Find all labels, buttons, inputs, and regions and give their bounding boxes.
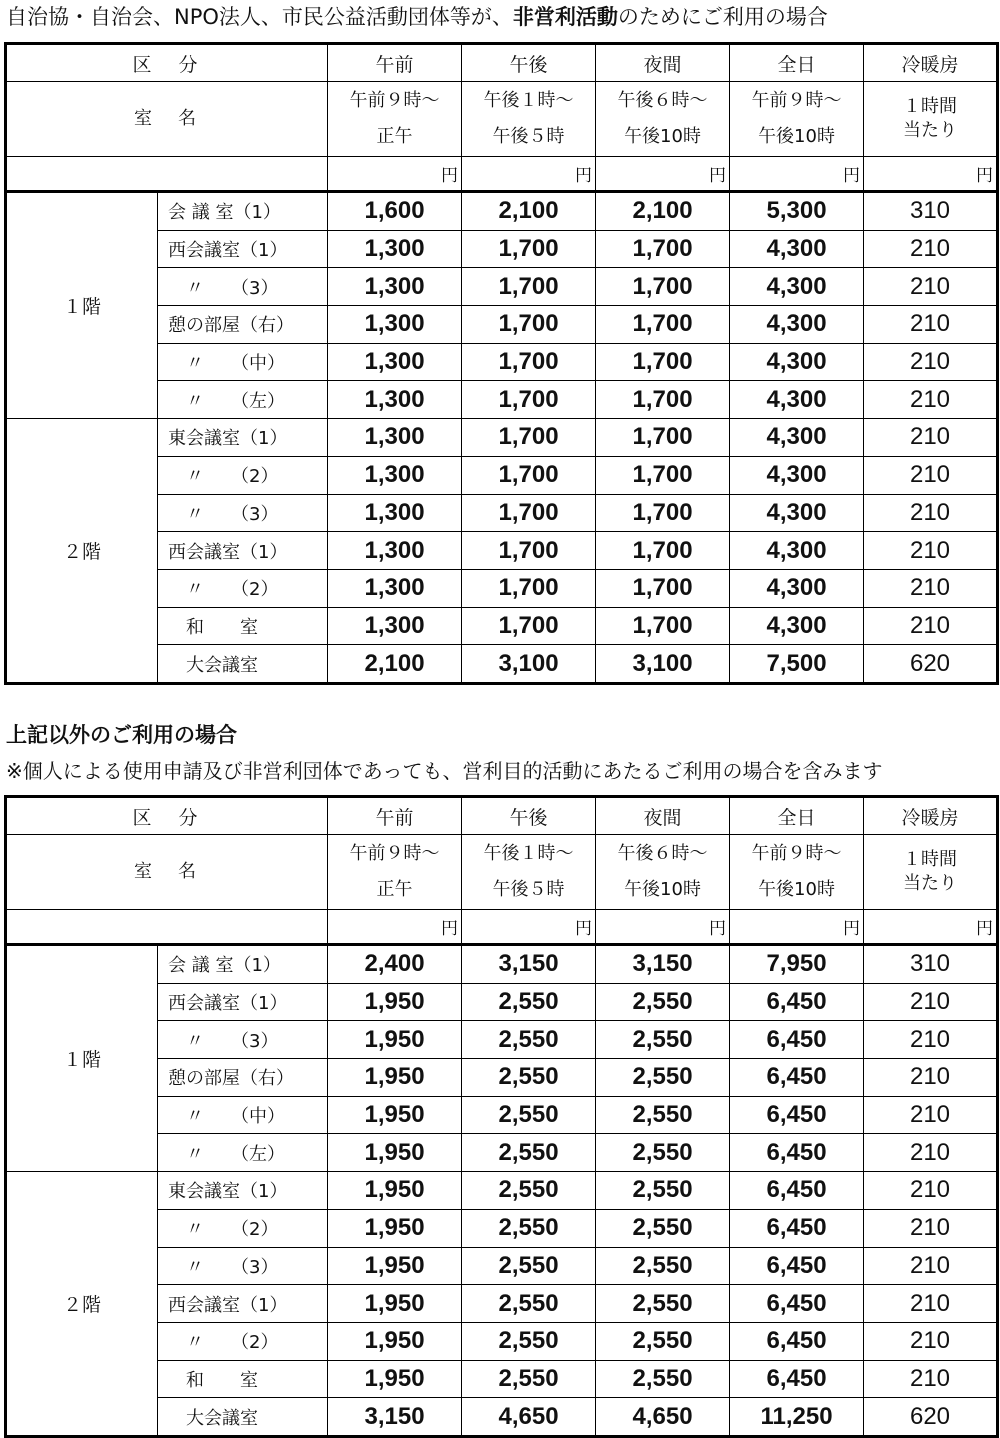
time-start: 午前９時～ (349, 843, 440, 864)
fee-value: 1,950 (328, 1096, 462, 1134)
time-end: 正午 (376, 879, 413, 900)
fee-value: 4,650 (462, 1398, 596, 1437)
time-range-header (596, 82, 730, 157)
fee-value: 1,700 (596, 532, 730, 570)
column-header: 全日 (730, 797, 864, 835)
fee-value: 2,400 (328, 945, 462, 984)
room-name: 憩の部屋（右） (158, 1059, 328, 1097)
ac-fee-value: 210 (864, 532, 998, 570)
heading-bold: 非営利活動 (512, 5, 618, 29)
fee-value: 2,550 (596, 1247, 730, 1285)
category-header: 区 分 (6, 797, 328, 835)
room-name: 〃 （2） (158, 1322, 328, 1360)
fee-value: 6,450 (730, 983, 864, 1021)
unit-label: 円 (730, 157, 864, 192)
ac-fee-value: 210 (864, 456, 998, 494)
ac-fee-value: 210 (864, 1021, 998, 1059)
column-header: 午前 (328, 797, 462, 835)
fee-value: 1,700 (462, 494, 596, 532)
fee-value: 1,700 (462, 569, 596, 607)
ac-unit-header (864, 82, 998, 157)
table-row (6, 192, 998, 231)
fee-value: 4,300 (730, 343, 864, 381)
column-header: 午前 (328, 44, 462, 82)
time-end: 午後10時 (624, 126, 701, 147)
table-row (6, 419, 998, 457)
fee-value: 3,100 (462, 645, 596, 684)
fee-value: 1,700 (462, 419, 596, 457)
unit-blank (6, 910, 328, 945)
fee-value: 1,700 (596, 569, 730, 607)
fee-value: 6,450 (730, 1059, 864, 1097)
fee-table-nonprofit (4, 42, 999, 685)
ac-fee-value: 210 (864, 230, 998, 268)
fee-value: 4,650 (596, 1398, 730, 1437)
time-range-header (462, 835, 596, 910)
fee-value: 1,700 (462, 306, 596, 344)
room-name: 〃 （3） (158, 494, 328, 532)
fee-value: 6,450 (730, 1360, 864, 1398)
room-name: 〃 （3） (158, 1021, 328, 1059)
unit-label: 円 (328, 910, 462, 945)
fee-value: 2,550 (596, 1322, 730, 1360)
fee-value: 1,700 (462, 381, 596, 419)
room-name: 憩の部屋（右） (158, 306, 328, 344)
room-name: 〃 （中） (158, 1096, 328, 1134)
time-start: 午後１時～ (483, 843, 574, 864)
fee-value: 2,550 (596, 1209, 730, 1247)
time-start: 午後６時～ (617, 843, 708, 864)
fee-value: 1,700 (596, 343, 730, 381)
table-row (6, 1172, 998, 1210)
fee-value: 4,300 (730, 607, 864, 645)
fee-value: 2,550 (462, 1209, 596, 1247)
time-range-header (328, 835, 462, 910)
fee-value: 1,300 (328, 494, 462, 532)
fee-value: 1,300 (328, 532, 462, 570)
floor-label: １階 (6, 945, 158, 1172)
fee-value: 1,300 (328, 343, 462, 381)
ac-fee-value: 210 (864, 343, 998, 381)
fee-value: 1,950 (328, 1285, 462, 1323)
fee-value: 4,300 (730, 456, 864, 494)
fee-value: 3,150 (596, 945, 730, 984)
fee-value: 2,100 (462, 192, 596, 231)
fee-value: 7,500 (730, 645, 864, 684)
ac-fee-value: 620 (864, 645, 998, 684)
unit-label: 円 (864, 157, 998, 192)
column-header: 全日 (730, 44, 864, 82)
fee-value: 1,300 (328, 230, 462, 268)
fee-value: 1,700 (462, 532, 596, 570)
room-name: 〃 （左） (158, 381, 328, 419)
fee-value: 1,300 (328, 607, 462, 645)
fee-value: 2,100 (596, 192, 730, 231)
room-name: 西会議室（1） (158, 230, 328, 268)
time-range-header (328, 82, 462, 157)
ac-fee-value: 210 (864, 983, 998, 1021)
fee-value: 1,950 (328, 1021, 462, 1059)
fee-value: 2,550 (462, 1247, 596, 1285)
room-name: 西会議室（1） (158, 532, 328, 570)
ac-fee-value: 310 (864, 192, 998, 231)
time-end: 午後５時 (492, 879, 565, 900)
category-header: 区 分 (6, 44, 328, 82)
fee-value: 1,300 (328, 569, 462, 607)
unit-label: 円 (462, 157, 596, 192)
section2-note: ※個人による使用申請及び非営利団体であっても、営利目的活動にあたるご利用の場合を含みます (6, 759, 883, 783)
fee-value: 6,450 (730, 1285, 864, 1323)
fee-value: 1,700 (596, 268, 730, 306)
fee-value: 2,550 (462, 1059, 596, 1097)
fee-value: 2,550 (596, 1360, 730, 1398)
unit-blank (6, 157, 328, 192)
fee-value: 1,700 (462, 607, 596, 645)
room-name: 会 議 室（1） (158, 192, 328, 231)
time-end: 午後10時 (624, 879, 701, 900)
time-start: 午後１時～ (483, 90, 574, 111)
room-name-header: 室 名 (6, 835, 328, 910)
room-name: 〃 （2） (158, 569, 328, 607)
ac-fee-value: 210 (864, 419, 998, 457)
ac-fee-value: 210 (864, 1322, 998, 1360)
fee-value: 1,700 (596, 456, 730, 494)
room-name: 和 室 (158, 607, 328, 645)
section1-heading (6, 4, 828, 30)
room-name: 東会議室（1） (158, 1172, 328, 1210)
column-header: 冷暖房 (864, 797, 998, 835)
fee-value: 1,700 (462, 456, 596, 494)
time-start: 午前９時～ (349, 90, 440, 111)
room-name: 和 室 (158, 1360, 328, 1398)
fee-value: 1,950 (328, 983, 462, 1021)
fee-value: 2,550 (596, 1021, 730, 1059)
time-start: 午前９時～ (751, 843, 842, 864)
ac-fee-value: 310 (864, 945, 998, 984)
fee-value: 2,550 (596, 1285, 730, 1323)
fee-value: 1,700 (596, 419, 730, 457)
ac-unit-header (864, 835, 998, 910)
ac-fee-value: 210 (864, 268, 998, 306)
ac-fee-value: 210 (864, 1096, 998, 1134)
fee-value: 7,950 (730, 945, 864, 984)
fee-value: 1,700 (462, 230, 596, 268)
column-header: 夜間 (596, 44, 730, 82)
fee-value: 11,250 (730, 1398, 864, 1437)
fee-value: 6,450 (730, 1134, 864, 1172)
floor-label: ２階 (6, 419, 158, 684)
fee-value: 3,150 (462, 945, 596, 984)
room-name: 西会議室（1） (158, 1285, 328, 1323)
fee-value: 5,300 (730, 192, 864, 231)
heading-suffix: のためにご利用の場合 (617, 5, 828, 29)
fee-value: 1,300 (328, 381, 462, 419)
fee-value: 3,100 (596, 645, 730, 684)
time-end: 午後５時 (492, 126, 565, 147)
fee-value: 2,550 (462, 1021, 596, 1059)
fee-value: 1,700 (596, 306, 730, 344)
fee-value: 4,300 (730, 494, 864, 532)
ac-fee-value: 210 (864, 1285, 998, 1323)
fee-value: 6,450 (730, 1096, 864, 1134)
fee-value: 1,950 (328, 1247, 462, 1285)
unit-label: 円 (864, 910, 998, 945)
ac-fee-value: 210 (864, 1172, 998, 1210)
fee-value: 6,450 (730, 1209, 864, 1247)
room-name: 〃 （2） (158, 456, 328, 494)
fee-value: 1,700 (596, 230, 730, 268)
room-name: 大会議室 (158, 1398, 328, 1437)
fee-table-other (4, 795, 999, 1438)
time-start: 午後６時～ (617, 90, 708, 111)
fee-value: 4,300 (730, 569, 864, 607)
ac-line2: 当たり (903, 873, 958, 894)
unit-label: 円 (730, 910, 864, 945)
fee-value: 1,600 (328, 192, 462, 231)
ac-line1: １時間 (903, 96, 958, 117)
fee-value: 2,550 (462, 1134, 596, 1172)
ac-fee-value: 210 (864, 569, 998, 607)
room-name: 〃 （2） (158, 1209, 328, 1247)
room-name: 東会議室（1） (158, 419, 328, 457)
fee-value: 1,300 (328, 456, 462, 494)
room-name: 大会議室 (158, 645, 328, 684)
fee-value: 1,950 (328, 1209, 462, 1247)
time-end: 正午 (376, 126, 413, 147)
fee-value: 1,950 (328, 1134, 462, 1172)
floor-label: １階 (6, 192, 158, 419)
room-name: 会 議 室（1） (158, 945, 328, 984)
fee-value: 1,300 (328, 306, 462, 344)
fee-value: 2,550 (462, 983, 596, 1021)
ac-fee-value: 620 (864, 1398, 998, 1437)
fee-value: 1,700 (462, 343, 596, 381)
ac-fee-value: 210 (864, 494, 998, 532)
ac-fee-value: 210 (864, 1209, 998, 1247)
fee-value: 1,700 (462, 268, 596, 306)
time-range-header (730, 835, 864, 910)
ac-fee-value: 210 (864, 381, 998, 419)
fee-value: 1,950 (328, 1360, 462, 1398)
column-header: 午後 (462, 44, 596, 82)
table-row (6, 945, 998, 984)
fee-value: 2,550 (462, 1285, 596, 1323)
ac-fee-value: 210 (864, 1360, 998, 1398)
ac-fee-value: 210 (864, 1134, 998, 1172)
fee-value: 6,450 (730, 1322, 864, 1360)
ac-fee-value: 210 (864, 1247, 998, 1285)
column-header: 午後 (462, 797, 596, 835)
column-header: 冷暖房 (864, 44, 998, 82)
fee-value: 1,700 (596, 494, 730, 532)
time-end: 午後10時 (758, 126, 835, 147)
unit-label: 円 (596, 157, 730, 192)
room-name: 〃 （3） (158, 1247, 328, 1285)
ac-fee-value: 210 (864, 1059, 998, 1097)
fee-value: 1,700 (596, 607, 730, 645)
column-header: 夜間 (596, 797, 730, 835)
fee-value: 2,550 (462, 1322, 596, 1360)
fee-value: 4,300 (730, 306, 864, 344)
fee-value: 1,950 (328, 1059, 462, 1097)
fee-value: 2,550 (596, 1134, 730, 1172)
time-end: 午後10時 (758, 879, 835, 900)
unit-label: 円 (328, 157, 462, 192)
room-name: 〃 （中） (158, 343, 328, 381)
room-name-header: 室 名 (6, 82, 328, 157)
fee-value: 4,300 (730, 532, 864, 570)
fee-value: 6,450 (730, 1172, 864, 1210)
fee-value: 2,550 (462, 1096, 596, 1134)
fee-value: 6,450 (730, 1247, 864, 1285)
fee-value: 2,550 (596, 1059, 730, 1097)
fee-value: 6,450 (730, 1021, 864, 1059)
time-range-header (462, 82, 596, 157)
ac-line1: １時間 (903, 849, 958, 870)
time-range-header (596, 835, 730, 910)
ac-fee-value: 210 (864, 607, 998, 645)
unit-label: 円 (462, 910, 596, 945)
ac-line2: 当たり (903, 120, 958, 141)
floor-label: ２階 (6, 1172, 158, 1437)
fee-value: 2,550 (462, 1172, 596, 1210)
room-name: 〃 （左） (158, 1134, 328, 1172)
fee-value: 4,300 (730, 419, 864, 457)
fee-value: 4,300 (730, 381, 864, 419)
unit-label: 円 (596, 910, 730, 945)
fee-value: 1,950 (328, 1172, 462, 1210)
fee-value: 4,300 (730, 268, 864, 306)
ac-fee-value: 210 (864, 306, 998, 344)
fee-value: 4,300 (730, 230, 864, 268)
fee-value: 1,700 (596, 381, 730, 419)
fee-value: 1,300 (328, 419, 462, 457)
fee-value: 2,550 (596, 1096, 730, 1134)
fee-value: 2,550 (596, 983, 730, 1021)
heading-prefix: 自治協・自治会、NPO法人、市民公益活動団体等が、 (6, 5, 513, 29)
room-name: 〃 （3） (158, 268, 328, 306)
fee-value: 2,550 (596, 1172, 730, 1210)
room-name: 西会議室（1） (158, 983, 328, 1021)
section2-heading: 上記以外のご利用の場合 (6, 723, 237, 747)
time-range-header (730, 82, 864, 157)
fee-value: 2,100 (328, 645, 462, 684)
fee-value: 1,300 (328, 268, 462, 306)
fee-value: 2,550 (462, 1360, 596, 1398)
fee-value: 3,150 (328, 1398, 462, 1437)
time-start: 午前９時～ (751, 90, 842, 111)
fee-value: 1,950 (328, 1322, 462, 1360)
